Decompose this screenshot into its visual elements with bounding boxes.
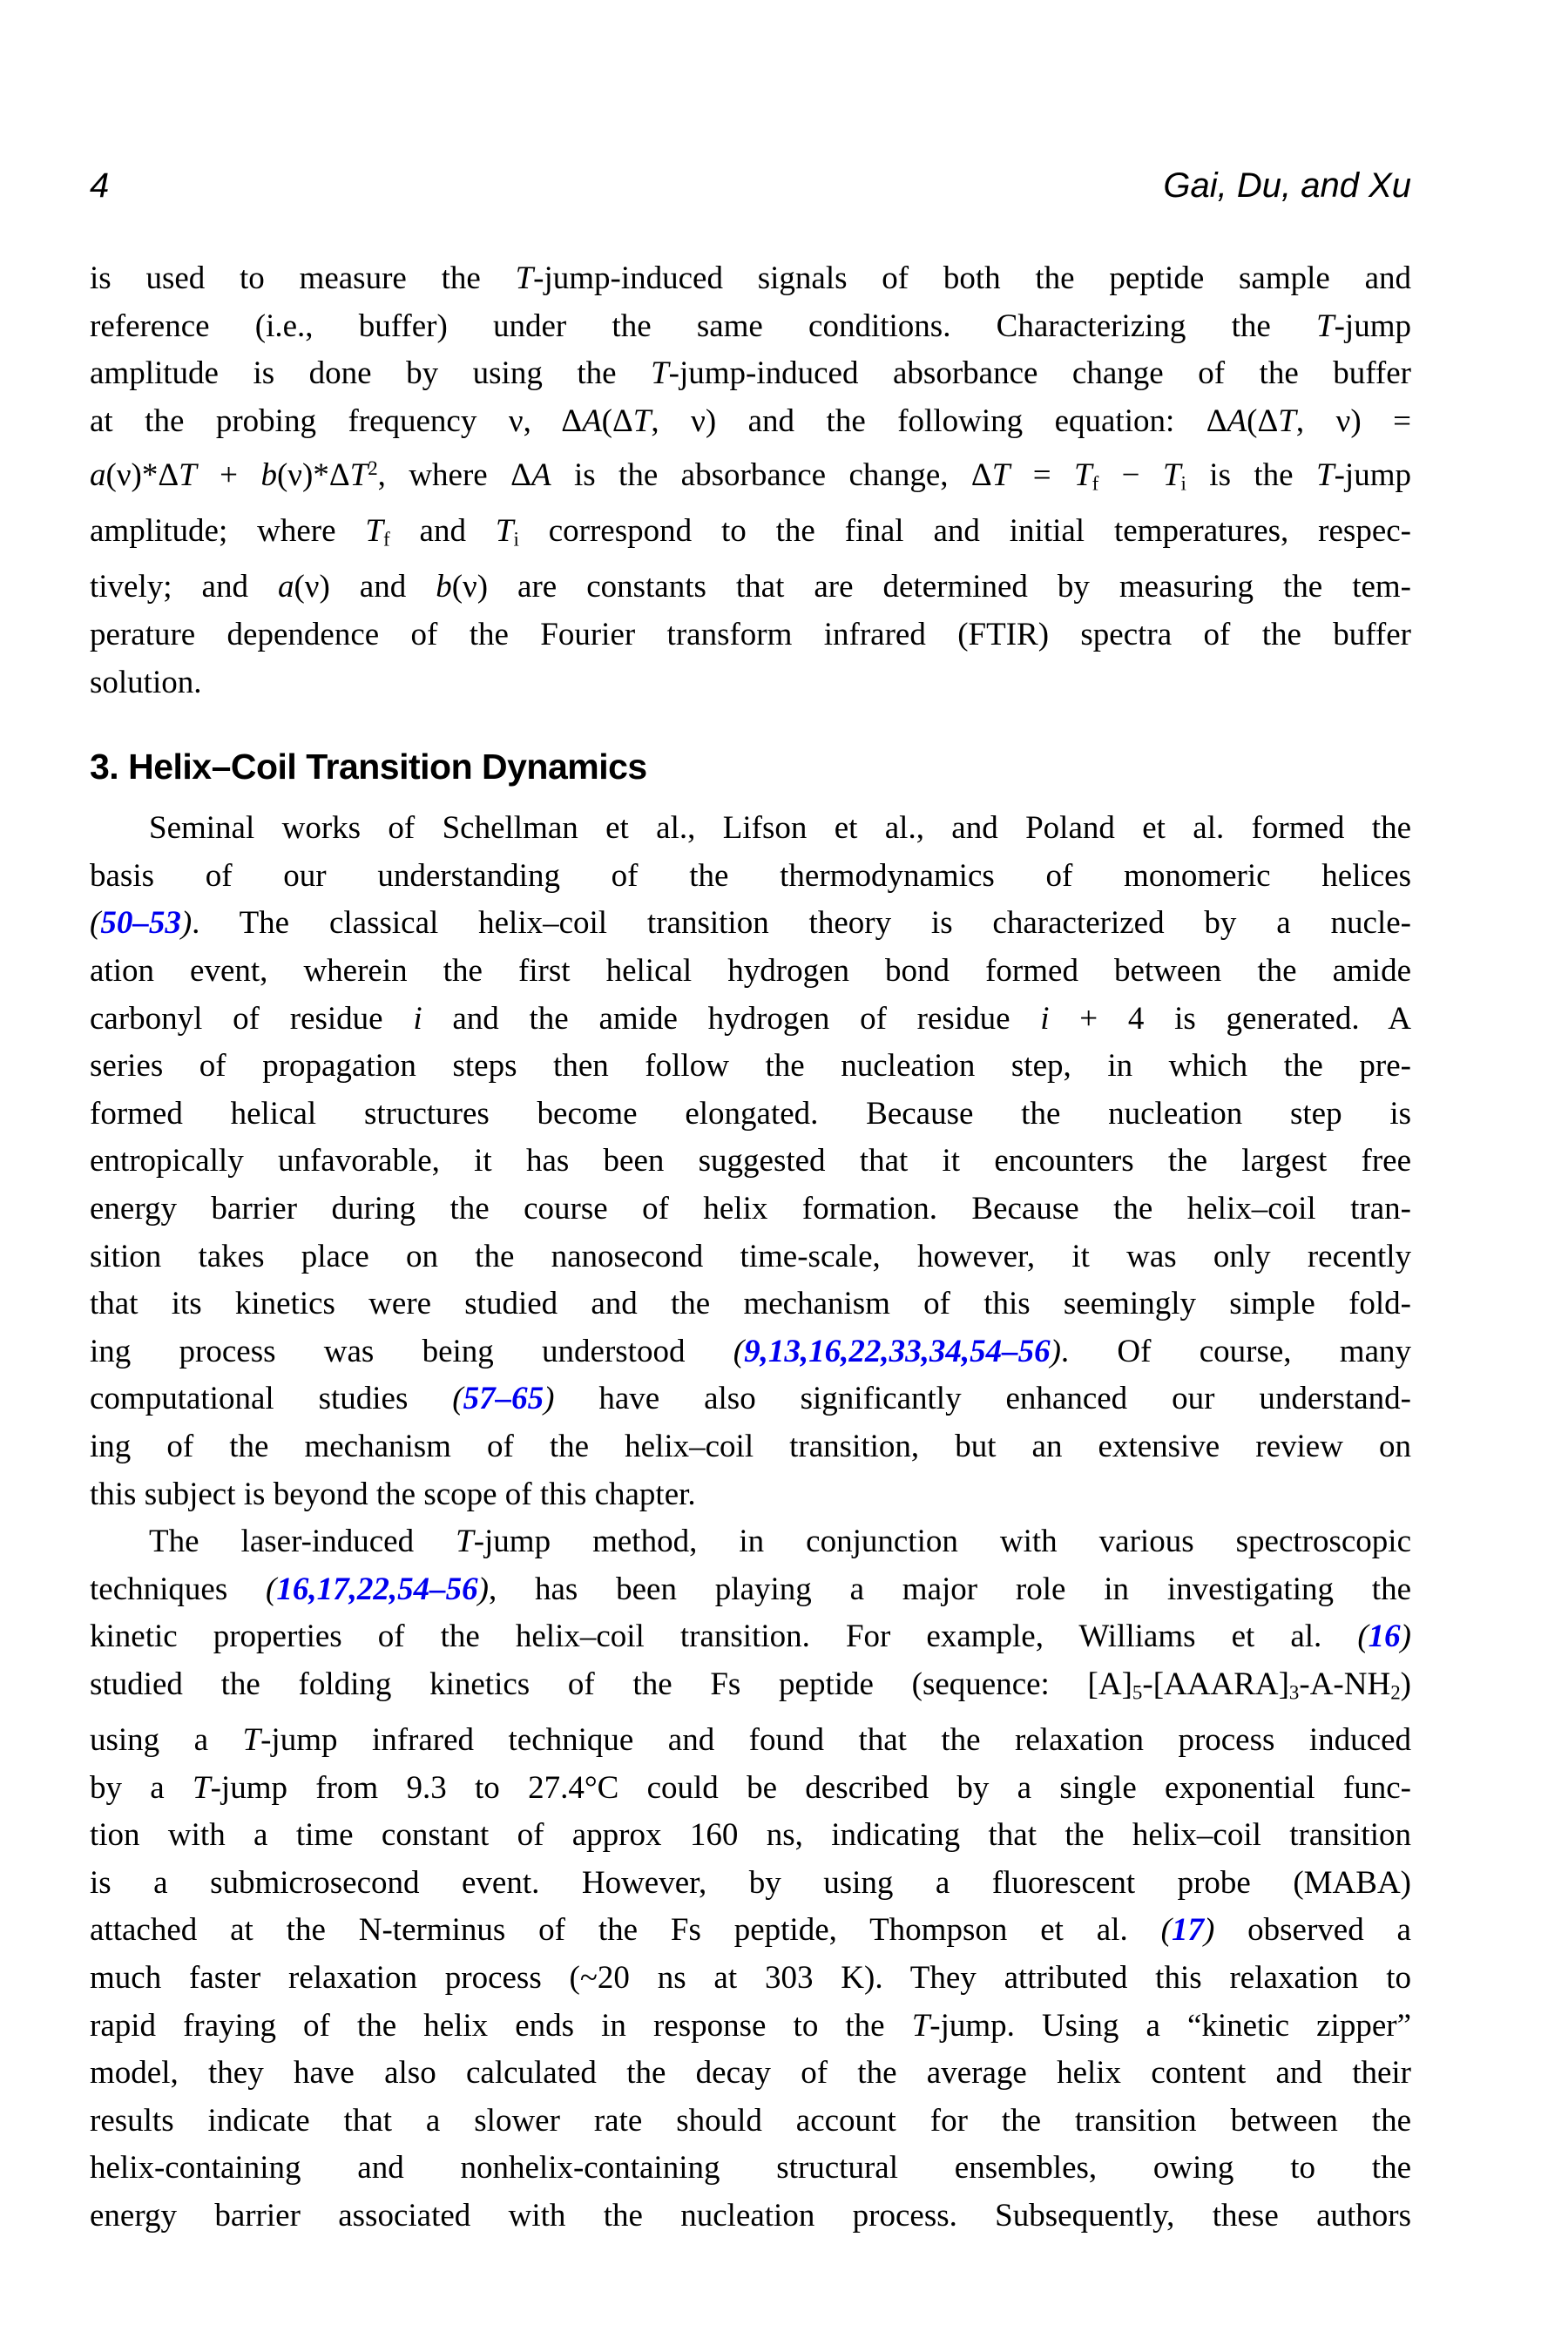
styled-text: ) xyxy=(1400,1619,1411,1655)
text-segment: series of propagation steps then follow the nucleation step, in which the pre- xyxy=(90,1048,1411,1085)
styled-text: ( xyxy=(266,1571,277,1607)
page-header xyxy=(90,166,1411,206)
text-line xyxy=(90,2050,1411,2098)
text-line xyxy=(90,2145,1411,2193)
styled-text: T xyxy=(495,513,514,550)
page-number: 4 xyxy=(90,166,110,205)
text-line xyxy=(90,1423,1411,1471)
styled-text: T xyxy=(179,457,197,494)
text-segment: ) xyxy=(1400,1666,1411,1702)
citation-link[interactable]: 16,17,22,54–56 xyxy=(276,1571,478,1607)
text-segment: -jump xyxy=(1334,308,1411,344)
styled-text: i xyxy=(413,1000,422,1037)
text-segment: (ν)*Δ xyxy=(105,457,179,494)
text-segment: and the amide hydrogen of residue xyxy=(422,1000,1041,1037)
styled-text: i xyxy=(513,528,519,551)
text-segment: sition takes place on the nanosecond time-scale, however, it was only recently xyxy=(90,1238,1411,1274)
styled-text: ) xyxy=(477,1571,489,1607)
text-segment: entropically unfavorable, it has been suggested that it encounters the largest free xyxy=(90,1143,1411,1179)
text-line xyxy=(90,1518,1411,1566)
text-line xyxy=(90,2098,1411,2146)
text-line xyxy=(90,805,1411,853)
styled-text: T xyxy=(1316,457,1335,494)
text-line xyxy=(90,996,1411,1044)
text-segment: amplitude; where xyxy=(90,513,366,550)
text-segment: = xyxy=(1010,457,1075,494)
text-segment: -jump-induced absorbance change of the buffer xyxy=(668,355,1412,392)
styled-text: A xyxy=(1227,402,1247,439)
text-segment: + xyxy=(196,457,261,494)
styled-text: i xyxy=(1180,472,1186,495)
text-line xyxy=(90,350,1411,398)
citation-link[interactable]: 50–53 xyxy=(100,905,181,942)
styled-text: 2 xyxy=(368,457,378,480)
text-segment: , has been playing a major role in investigating the xyxy=(488,1571,1411,1607)
text-segment: (ν)*Δ xyxy=(276,457,350,494)
text-segment: -jump-induced signals of both the peptide sample and xyxy=(533,260,1412,296)
text-segment: this subject is beyond the scope of this chapter. xyxy=(90,1476,696,1512)
styled-text: A xyxy=(531,457,551,494)
text-segment: ation event, wherein the first helical hydrogen bond formed between the amide xyxy=(90,953,1411,990)
text-segment: energy barrier associated with the nucleation process. Subsequently, these authors xyxy=(90,2197,1411,2234)
text-line xyxy=(90,900,1411,948)
paragraph xyxy=(90,805,1411,1518)
styled-text: T xyxy=(991,457,1010,494)
text-line xyxy=(90,948,1411,996)
styled-text: a xyxy=(90,457,106,494)
text-segment: much faster relaxation process (~20 ns at 303 K). They attributed this relaxation to xyxy=(90,1960,1411,1997)
text-segment: -jump method, in conjunction with various spectroscopic xyxy=(473,1524,1411,1560)
styled-text: f xyxy=(383,528,390,551)
text-segment: formed helical structures become elongated. Because the nucleation step is xyxy=(90,1095,1411,1132)
text-line xyxy=(90,303,1411,351)
text-segment: is the absorbance change, Δ xyxy=(551,457,992,494)
text-segment: , ν) and the following equation: Δ xyxy=(651,402,1227,439)
text-segment: correspond to the final and initial temperatures, respec- xyxy=(518,513,1411,550)
text-segment: energy barrier during the course of helix formation. Because the helix–coil tran- xyxy=(90,1191,1411,1227)
text-segment: carbonyl of residue xyxy=(90,1000,414,1037)
text-segment: computational studies xyxy=(90,1381,453,1417)
text-line xyxy=(90,508,1411,564)
text-segment: (Δ xyxy=(1247,402,1279,439)
text-segment: (ν) and xyxy=(294,569,436,605)
styled-text: T xyxy=(349,457,368,494)
styled-text: T xyxy=(1278,402,1296,439)
text-line xyxy=(90,564,1411,612)
styled-text: b xyxy=(260,457,277,494)
text-segment: results indicate that a slower rate should account for the transition between the xyxy=(90,2102,1411,2139)
text-line xyxy=(90,2003,1411,2051)
text-line xyxy=(90,1661,1411,1717)
styled-text: a xyxy=(277,569,294,605)
styled-text: 5 xyxy=(1132,1681,1143,1704)
styled-text: b xyxy=(436,569,452,605)
text-line xyxy=(90,1328,1411,1376)
text-segment: ing of the mechanism of the helix–coil transition, but an extensive review on xyxy=(90,1428,1411,1464)
text-line xyxy=(90,1812,1411,1860)
styled-text: ( xyxy=(1160,1912,1172,1949)
text-segment: rapid fraying of the helix ends in response to the xyxy=(90,2007,912,2044)
text-line xyxy=(90,1233,1411,1281)
styled-text: i xyxy=(1040,1000,1050,1037)
styled-text: f xyxy=(1092,472,1099,495)
text-line xyxy=(90,1043,1411,1091)
text-line xyxy=(90,398,1411,446)
text-segment: -jump infrared technique and found that the relaxation process induced xyxy=(260,1722,1411,1759)
text-segment: − xyxy=(1098,457,1163,494)
citation-link[interactable]: 9,13,16,22,33,34,54–56 xyxy=(744,1333,1051,1369)
text-line xyxy=(90,853,1411,901)
text-segment: (ν) are constants that are determined by measuring the tem- xyxy=(451,569,1411,605)
text-line xyxy=(90,612,1411,659)
text-segment: -jump. Using a “kinetic zipper” xyxy=(929,2007,1411,2044)
text-segment: observed a xyxy=(1214,1912,1411,1949)
text-line xyxy=(90,1860,1411,1908)
text-segment: amplitude is done by using the xyxy=(90,355,652,392)
paragraph xyxy=(90,1518,1411,2240)
page-body xyxy=(90,255,1411,2240)
text-segment: helix-containing and nonhelix-containing structural ensembles, owing to the xyxy=(90,2150,1411,2186)
text-segment: (Δ xyxy=(601,402,633,439)
styled-text: T xyxy=(515,260,534,296)
text-line xyxy=(90,255,1411,303)
text-line xyxy=(90,1375,1411,1423)
text-segment: -jump from 9.3 to 27.4°C could be described by a single exponential func- xyxy=(210,1769,1411,1806)
text-segment: The laser-induced xyxy=(149,1524,456,1560)
text-segment: is a submicrosecond event. However, by using a fluorescent probe (MABA) xyxy=(90,1864,1411,1901)
text-line xyxy=(90,445,1411,508)
text-segment: is the xyxy=(1186,457,1317,494)
text-line xyxy=(90,1281,1411,1328)
citation-link[interactable]: 16 xyxy=(1368,1619,1401,1655)
text-line xyxy=(90,1955,1411,2003)
text-segment: techniques xyxy=(90,1571,267,1607)
text-segment: . The classical helix–coil transition theory is characterized by a nucle- xyxy=(192,905,1411,942)
text-segment: + 4 is generated. A xyxy=(1049,1000,1411,1037)
running-head: Gai, Du, and Xu xyxy=(1163,166,1411,205)
text-segment: using a xyxy=(90,1722,243,1759)
text-segment: . Of course, many xyxy=(1060,1333,1411,1369)
text-segment: tion with a time constant of approx 160 ns, indicating that the helix–coil transition xyxy=(90,1817,1411,1854)
styled-text: T xyxy=(1074,457,1092,494)
styled-text: 2 xyxy=(1390,1681,1401,1704)
text-segment: ing process was being understood xyxy=(90,1333,733,1369)
styled-text: T xyxy=(365,513,383,550)
text-segment: reference (i.e., buffer) under the same conditions. Characterizing the xyxy=(90,308,1317,344)
styled-text: ) xyxy=(180,905,193,942)
citation-link[interactable]: 57–65 xyxy=(463,1381,544,1417)
paragraph xyxy=(90,255,1411,706)
text-line xyxy=(90,1717,1411,1765)
styled-text: A xyxy=(582,402,602,439)
styled-text: T xyxy=(242,1722,261,1759)
text-line xyxy=(90,659,1411,707)
text-segment: attached at the N-terminus of the Fs peptide, Thompson et al. xyxy=(90,1912,1161,1949)
text-segment: Seminal works of Schellman et al., Lifson et al., and Poland et al. formed the xyxy=(149,810,1411,847)
styled-text: T xyxy=(911,2007,930,2044)
section-heading: 3. Helix–Coil Transition Dynamics xyxy=(90,747,647,787)
text-segment: , ν) = xyxy=(1295,402,1411,439)
text-line xyxy=(90,1091,1411,1139)
styled-text: ) xyxy=(1203,1912,1215,1949)
text-line xyxy=(90,1566,1411,1614)
styled-text: ( xyxy=(733,1333,745,1369)
styled-text: T xyxy=(1162,457,1181,494)
text-segment: solution. xyxy=(90,664,202,700)
text-segment: and xyxy=(389,513,496,550)
styled-text: T xyxy=(632,402,652,439)
text-segment: kinetic properties of the helix–coil transition. For example, Williams et al. xyxy=(90,1619,1358,1655)
citation-link[interactable]: 17 xyxy=(1171,1912,1204,1949)
styled-text: ) xyxy=(544,1381,555,1417)
text-line xyxy=(90,1613,1411,1661)
text-line xyxy=(90,1138,1411,1186)
text-segment: basis of our understanding of the thermodynamics of monomeric helices xyxy=(90,857,1411,894)
text-segment: model, they have also calculated the decay of the average helix content and their xyxy=(90,2055,1411,2092)
styled-text: T xyxy=(193,1769,211,1806)
text-line xyxy=(90,1186,1411,1233)
text-line xyxy=(90,1765,1411,1813)
text-segment: studied the folding kinetics of the Fs peptide (sequence: [A] xyxy=(90,1666,1132,1702)
text-segment: at the probing frequency ν, Δ xyxy=(90,402,583,439)
text-segment: -[AAARA] xyxy=(1142,1666,1289,1702)
text-segment: tively; and xyxy=(90,569,278,605)
text-segment: , where Δ xyxy=(377,457,531,494)
styled-text: T xyxy=(1316,308,1335,344)
styled-text: ( xyxy=(90,905,101,942)
styled-text: 3 xyxy=(1288,1681,1300,1704)
text-line xyxy=(90,1471,1411,1519)
text-segment: -A-NH xyxy=(1299,1666,1391,1702)
text-segment: that its kinetics were studied and the mechanism of this seemingly simple fold- xyxy=(90,1286,1411,1322)
styled-text: ( xyxy=(452,1381,463,1417)
text-line xyxy=(90,1907,1411,1955)
styled-text: T xyxy=(651,355,669,392)
styled-text: ( xyxy=(1357,1619,1369,1655)
styled-text: ) xyxy=(1050,1333,1061,1369)
text-segment: perature dependence of the Fourier transform infrared (FTIR) spectra of the buffer xyxy=(90,617,1411,653)
text-segment: by a xyxy=(90,1769,193,1806)
text-segment: have also significantly enhanced our understand- xyxy=(554,1381,1411,1417)
styled-text: T xyxy=(456,1524,474,1560)
text-line xyxy=(90,2193,1411,2240)
text-segment: -jump xyxy=(1334,457,1411,494)
text-segment: is used to measure the xyxy=(90,260,516,296)
